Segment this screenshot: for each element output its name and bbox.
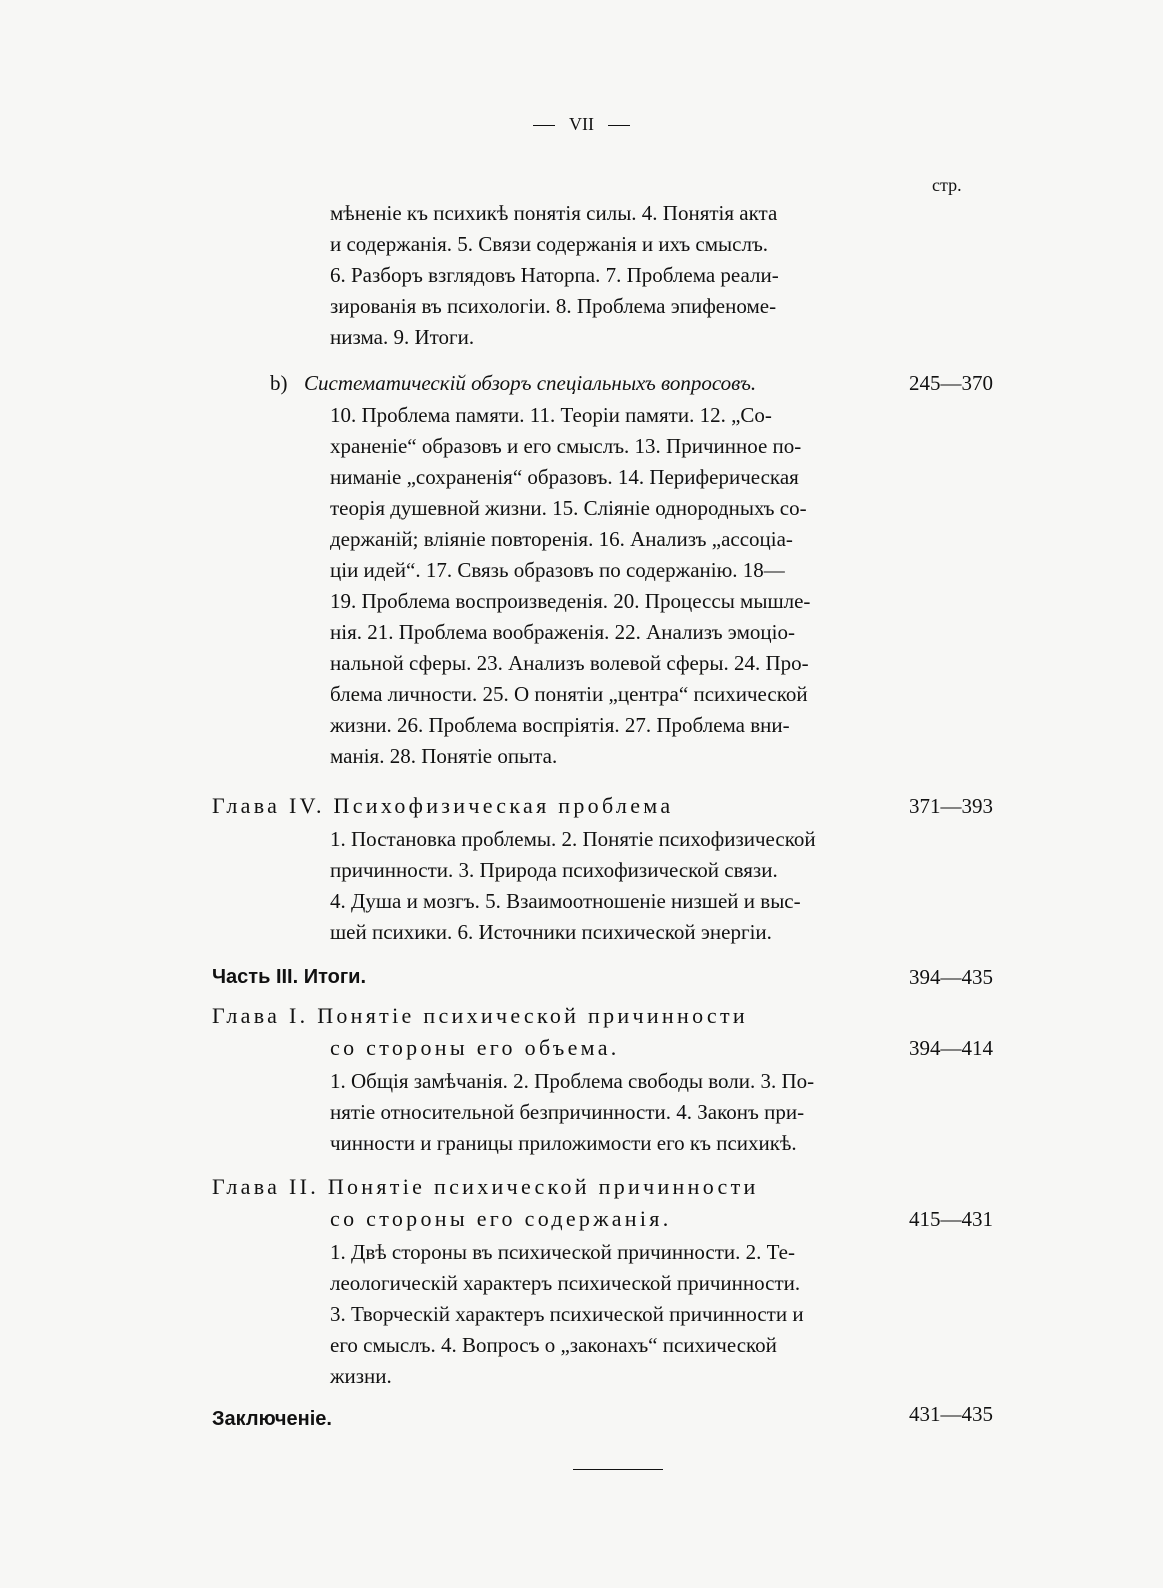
toc-line: держаній; вліяніе повторенія. 16. Анализъ „ассоціа- — [330, 527, 793, 551]
toc-line: нія. 21. Проблема воображенія. 22. Анализъ эмоціо- — [330, 620, 795, 644]
toc-line: блема личности. 25. О понятіи „центра“ психической — [330, 682, 808, 706]
toc-line: 4. Душа и мозгъ. 5. Взаимоотношеніе низшей и выс- — [330, 889, 801, 913]
toc-line: мѣненіе къ психикѣ понятія силы. 4. Понятія акта — [330, 201, 778, 225]
toc-line: 19. Проблема воспроизведенія. 20. Процессы мышле- — [330, 589, 811, 613]
toc-line: его смыслъ. 4. Вопросъ о „законахъ“ психической — [330, 1333, 777, 1357]
section-page-range: 245—370 — [909, 371, 993, 395]
page-folio — [0, 114, 1163, 135]
conclusion-title: Заключеніе. — [212, 1408, 332, 1430]
toc-line: 1. Общія замѣчанія. 2. Проблема свободы воли. 3. По- — [330, 1069, 815, 1093]
chapter-title: Глава II. Понятіе психической причинности — [212, 1174, 759, 1199]
end-rule — [573, 1469, 663, 1470]
toc-line: ниманіе „сохраненія“ образовъ. 14. Периферическая — [330, 465, 799, 489]
toc-line: 3. Творческій характеръ психической причинности и — [330, 1302, 804, 1326]
section-title: Систематическій обзоръ спеціальныхъ вопросовъ. — [304, 371, 757, 395]
folio-number: VII — [569, 114, 594, 134]
page-column-label: стр. — [932, 175, 962, 195]
toc-line: причинности. 3. Природа психофизической связи. — [330, 858, 778, 882]
conclusion-page-range: 431—435 — [909, 1402, 993, 1426]
part-page-range: 394—435 — [909, 965, 993, 989]
toc-line: ціи идей“. 17. Связь образовъ по содержанію. 18— — [330, 558, 785, 582]
toc-line: жизни. — [330, 1364, 392, 1388]
toc-line: жизни. 26. Проблема воспріятія. 27. Проблема вни- — [330, 713, 790, 737]
toc-line: шей психики. 6. Источники психической энергіи. — [330, 920, 772, 944]
toc-line: леологическій характеръ психической причинности. — [330, 1271, 801, 1295]
toc-line: чинности и границы приложимости его къ психикѣ. — [330, 1131, 797, 1155]
toc-line: манія. 28. Понятіе опыта. — [330, 744, 558, 768]
chapter-page-range: 415—431 — [909, 1207, 993, 1231]
chapter-title: Глава I. Понятіе психической причинности — [212, 1003, 748, 1028]
toc-line: нальной сферы. 23. Анализъ волевой сферы. 24. Про- — [330, 651, 809, 675]
toc-line: теорія душевной жизни. 15. Сліяніе однородныхъ со- — [330, 496, 807, 520]
toc-line: 6. Разборъ взглядовъ Наторпа. 7. Проблема реали- — [330, 263, 779, 287]
toc-line: 1. Двѣ стороны въ психической причинности. 2. Те- — [330, 1240, 795, 1264]
chapter-title: Глава IV. Психофизическая проблема — [212, 793, 674, 818]
toc-line: низма. 9. Итоги. — [330, 325, 475, 349]
chapter-page-range: 394—414 — [909, 1036, 993, 1060]
chapter-title-continued: со стороны его содержанія. — [330, 1206, 672, 1231]
toc-line: 10. Проблема памяти. 11. Теоріи памяти. 12. „Со- — [330, 403, 772, 427]
folio-dash-left — [533, 125, 555, 126]
toc-line: 1. Постановка проблемы. 2. Понятіе психофизической — [330, 827, 816, 851]
folio-dash-right — [608, 125, 630, 126]
toc-line: и содержанія. 5. Связи содержанія и ихъ смыслъ. — [330, 232, 769, 256]
section-marker: b) — [270, 371, 288, 395]
toc-line: зированія въ психологіи. 8. Проблема эпифеноме- — [330, 294, 777, 318]
toc-line: нятіе относительной безпричинности. 4. Законъ при- — [330, 1100, 805, 1124]
part-title: Часть III. Итоги. — [212, 966, 367, 988]
toc-line: храненіе“ образовъ и его смыслъ. 13. Причинное по- — [330, 434, 802, 458]
chapter-page-range: 371—393 — [909, 794, 993, 818]
chapter-title-continued: со стороны его объема. — [330, 1035, 620, 1060]
